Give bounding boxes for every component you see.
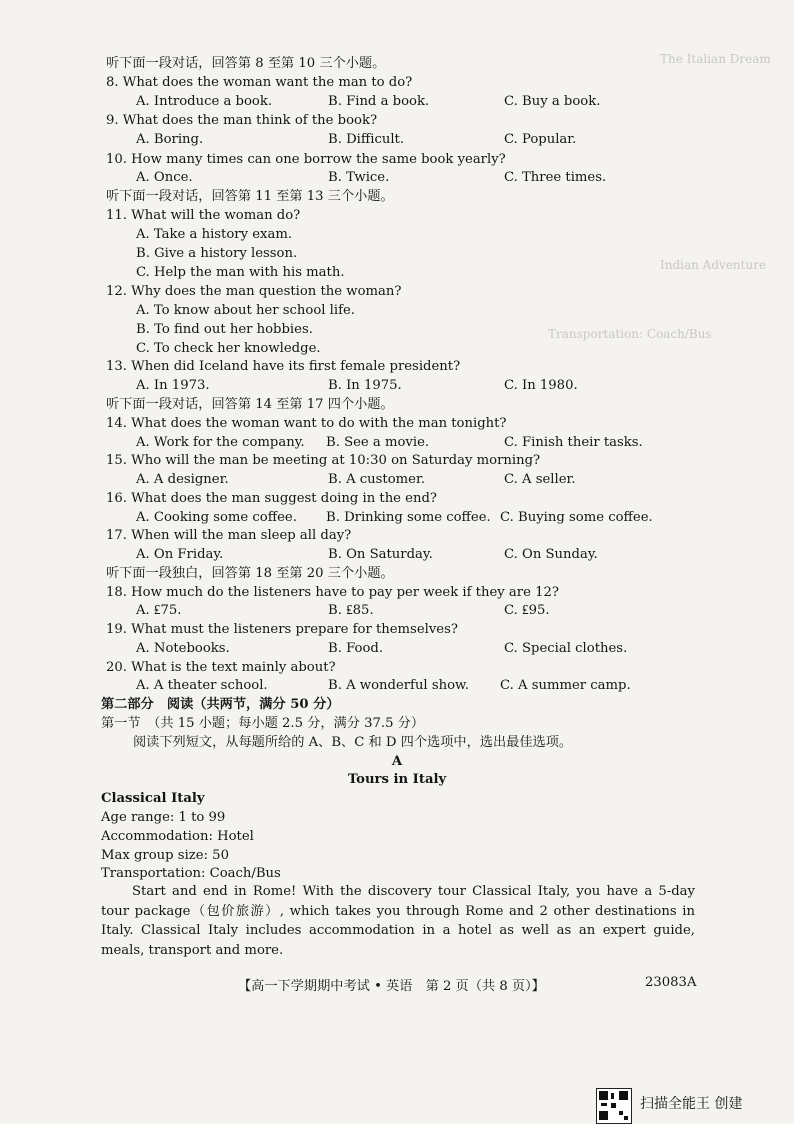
section-instruction: 听下面一段独白，回答第 18 至第 20 三个小题。 (106, 566, 394, 581)
question-stem: 9. What does the man think of the book? (106, 113, 378, 128)
option-c: C. ₤95. (504, 603, 550, 618)
bleed-text: Transportation: Coach/Bus (548, 327, 712, 341)
question-stem: 8. What does the woman want the man to do? (106, 75, 413, 90)
option-c: C. A summer camp. (500, 678, 631, 693)
section-instruction: 听下面一段对话，回答第 11 至第 13 三个小题。 (106, 189, 394, 204)
question-stem: 14. What does the woman want to do with the man tonight? (106, 416, 507, 431)
passage-title: Tours in Italy (347, 772, 447, 787)
tour-transportation: Transportation: Coach/Bus (101, 866, 281, 881)
question-stem: 19. What must the listeners prepare for themselves? (106, 622, 458, 637)
option-a: A. Cooking some coffee. (136, 510, 297, 525)
option-b: B. Find a book. (328, 94, 430, 109)
option-b: B. In 1975. (328, 378, 402, 393)
option-a: A. Take a history exam. (136, 227, 293, 242)
option-b: B. ₤85. (328, 603, 374, 618)
option-b: B. Difficult. (328, 132, 405, 147)
option-b: B. Food. (328, 641, 384, 656)
section-title: 第一节 （共 15 小题；每小题 2.5 分，满分 37.5 分） (101, 716, 425, 731)
scanner-watermark: 扫描全能王 创建 (640, 1096, 743, 1112)
option-a: A. In 1973. (136, 378, 210, 393)
tour-group-size: Max group size: 50 (101, 848, 229, 863)
option-a: A. Boring. (136, 132, 204, 147)
question-stem: 17. When will the man sleep all day? (106, 528, 352, 543)
section-instruction: 听下面一段对话，回答第 8 至第 10 三个小题。 (106, 56, 386, 71)
option-c: C. Finish their tasks. (504, 435, 643, 450)
option-b: B. Drinking some coffee. (326, 510, 491, 525)
option-b: B. A customer. (328, 472, 426, 487)
reading-instruction: 阅读下列短文，从每题所给的 A、B、C 和 D 四个选项中，选出最佳选项。 (133, 735, 573, 750)
option-c: C. Buying some coffee. (500, 510, 653, 525)
option-a: A. A theater school. (136, 678, 268, 693)
option-a: A. To know about her school life. (136, 303, 355, 318)
option-c: C. Help the man with his math. (136, 265, 345, 280)
option-c: C. On Sunday. (504, 547, 598, 562)
section-instruction: 听下面一段对话，回答第 14 至第 17 四个小题。 (106, 397, 394, 412)
question-stem: 18. How much do the listeners have to pay per week if they are 12? (106, 585, 559, 600)
question-stem: 15. Who will the man be meeting at 10:30 on Saturday morning? (106, 453, 541, 468)
question-stem: 11. What will the woman do? (106, 208, 301, 223)
passage-letter: A (391, 754, 403, 769)
bleed-text: Indian Adventure (660, 258, 767, 272)
option-c: C. Three times. (504, 170, 607, 185)
tour-accommodation: Accommodation: Hotel (101, 829, 254, 844)
option-b: B. To find out her hobbies. (136, 322, 313, 337)
tour-paragraph: Start and end in Rome! With the discovery tour Classical Italy, you have a 5-day tour package（包价旅游）, which takes you through Rome and 2 other destinations in Italy. Classical Italy includes accommodation in a hotel as well as an expert guide, meals, transport and more. (101, 884, 695, 958)
option-a: A. Notebooks. (136, 641, 230, 656)
option-a: A. Work for the company. (136, 435, 305, 450)
question-stem: 16. What does the man suggest doing in the end? (106, 491, 437, 506)
option-b: B. See a movie. (326, 435, 430, 450)
question-stem: 10. How many times can one borrow the same book yearly? (106, 152, 506, 167)
exam-code: 23083A (645, 975, 697, 990)
option-a: A. Introduce a book. (136, 94, 273, 109)
option-a: A. On Friday. (136, 547, 224, 562)
option-c: C. A seller. (504, 472, 576, 487)
option-b: B. Twice. (328, 170, 390, 185)
option-b: B. On Saturday. (328, 547, 433, 562)
tour-name: Classical Italy (101, 791, 205, 806)
option-c: C. In 1980. (504, 378, 578, 393)
option-b: B. A wonderful show. (328, 678, 469, 693)
page-footer: 【高一下学期期中考试 • 英语 第 2 页（共 8 页）】 (238, 979, 545, 994)
option-c: C. Buy a book. (504, 94, 601, 109)
part-title: 第二部分 阅读（共两节，满分 50 分） (101, 697, 340, 712)
option-b: B. Give a history lesson. (136, 246, 298, 261)
question-stem: 20. What is the text mainly about? (106, 660, 336, 675)
tour-age: Age range: 1 to 99 (101, 810, 226, 825)
option-a: A. ₤75. (136, 603, 182, 618)
bleed-text: The Italian Dream (660, 52, 771, 66)
option-c: C. To check her knowledge. (136, 341, 321, 356)
option-a: A. Once. (136, 170, 193, 185)
option-c: C. Popular. (504, 132, 577, 147)
question-stem: 12. Why does the man question the woman? (106, 284, 402, 299)
question-stem: 13. When did Iceland have its first female president? (106, 359, 461, 374)
option-a: A. A designer. (136, 472, 229, 487)
qr-code-icon (596, 1088, 632, 1124)
option-c: C. Special clothes. (504, 641, 628, 656)
